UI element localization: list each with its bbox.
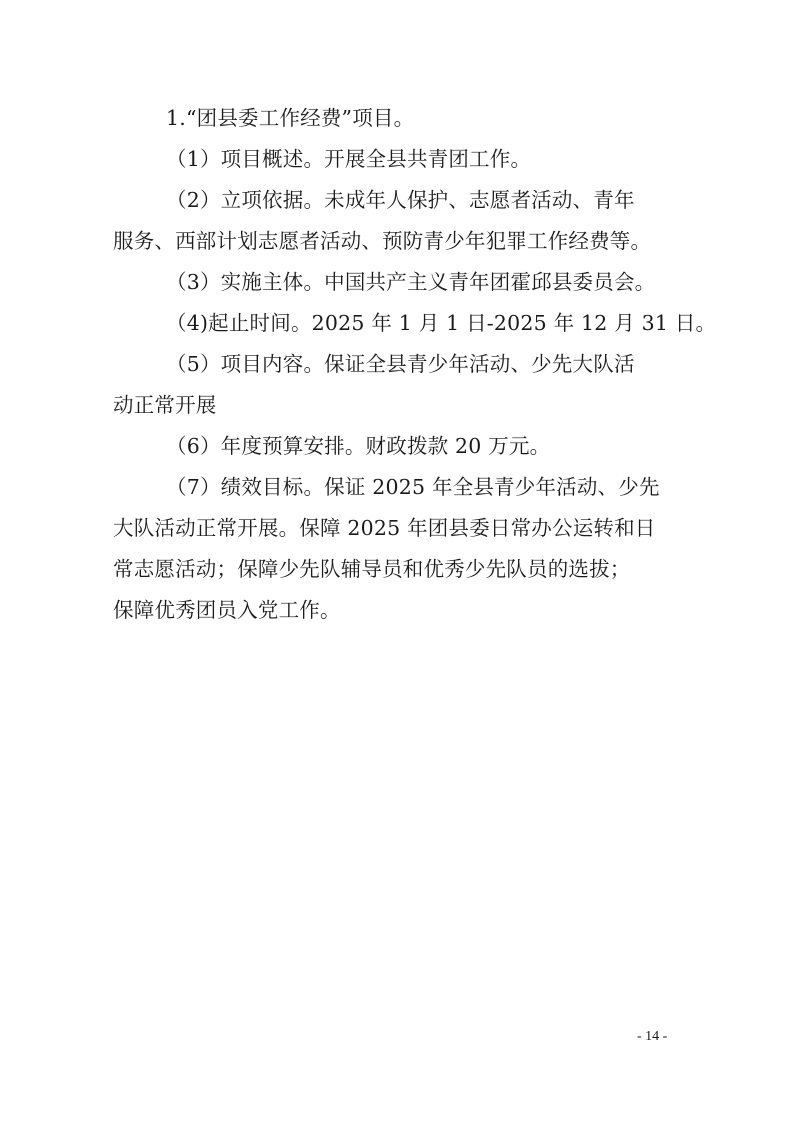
document-body [113,98,717,631]
item-content-line-2: 动正常开展 [113,393,217,417]
item-title: 1.“团县委工作经费”项目。 [166,106,415,130]
item-goals-line-4: 保障优秀团员入党工作。 [113,598,341,622]
item-content-line-1: （5）项目内容。保证全县青少年活动、少先大队活 [166,352,635,376]
item-goals-line-2: 大队活动正常开展。保障 2025 年团县委日常办公运转和日 [113,516,656,540]
item-basis-line-2: 服务、西部计划志愿者活动、预防青少年犯罪工作经费等。 [113,229,652,253]
item-overview: （1）项目概述。开展全县共青团工作。 [166,147,532,171]
item-goals-line-1: （7）绩效目标。保证 2025 年全县青少年活动、少先 [166,475,660,499]
item-period: （4)起止时间。2025 年 1 月 1 日-2025 年 12 月 31 日。 [166,311,717,335]
item-implementer: （3）实施主体。中国共产主义青年团霍邱县委员会。 [166,270,656,294]
item-basis-line-1: （2）立项依据。未成年人保护、志愿者活动、青年 [166,188,635,212]
item-budget: （6）年度预算安排。财政拨款 20 万元。 [166,434,551,458]
page-number: - 14 - [637,1029,668,1044]
item-goals-line-3: 常志愿活动；保障少先队辅导员和优秀少先队员的选拔； [113,557,631,581]
